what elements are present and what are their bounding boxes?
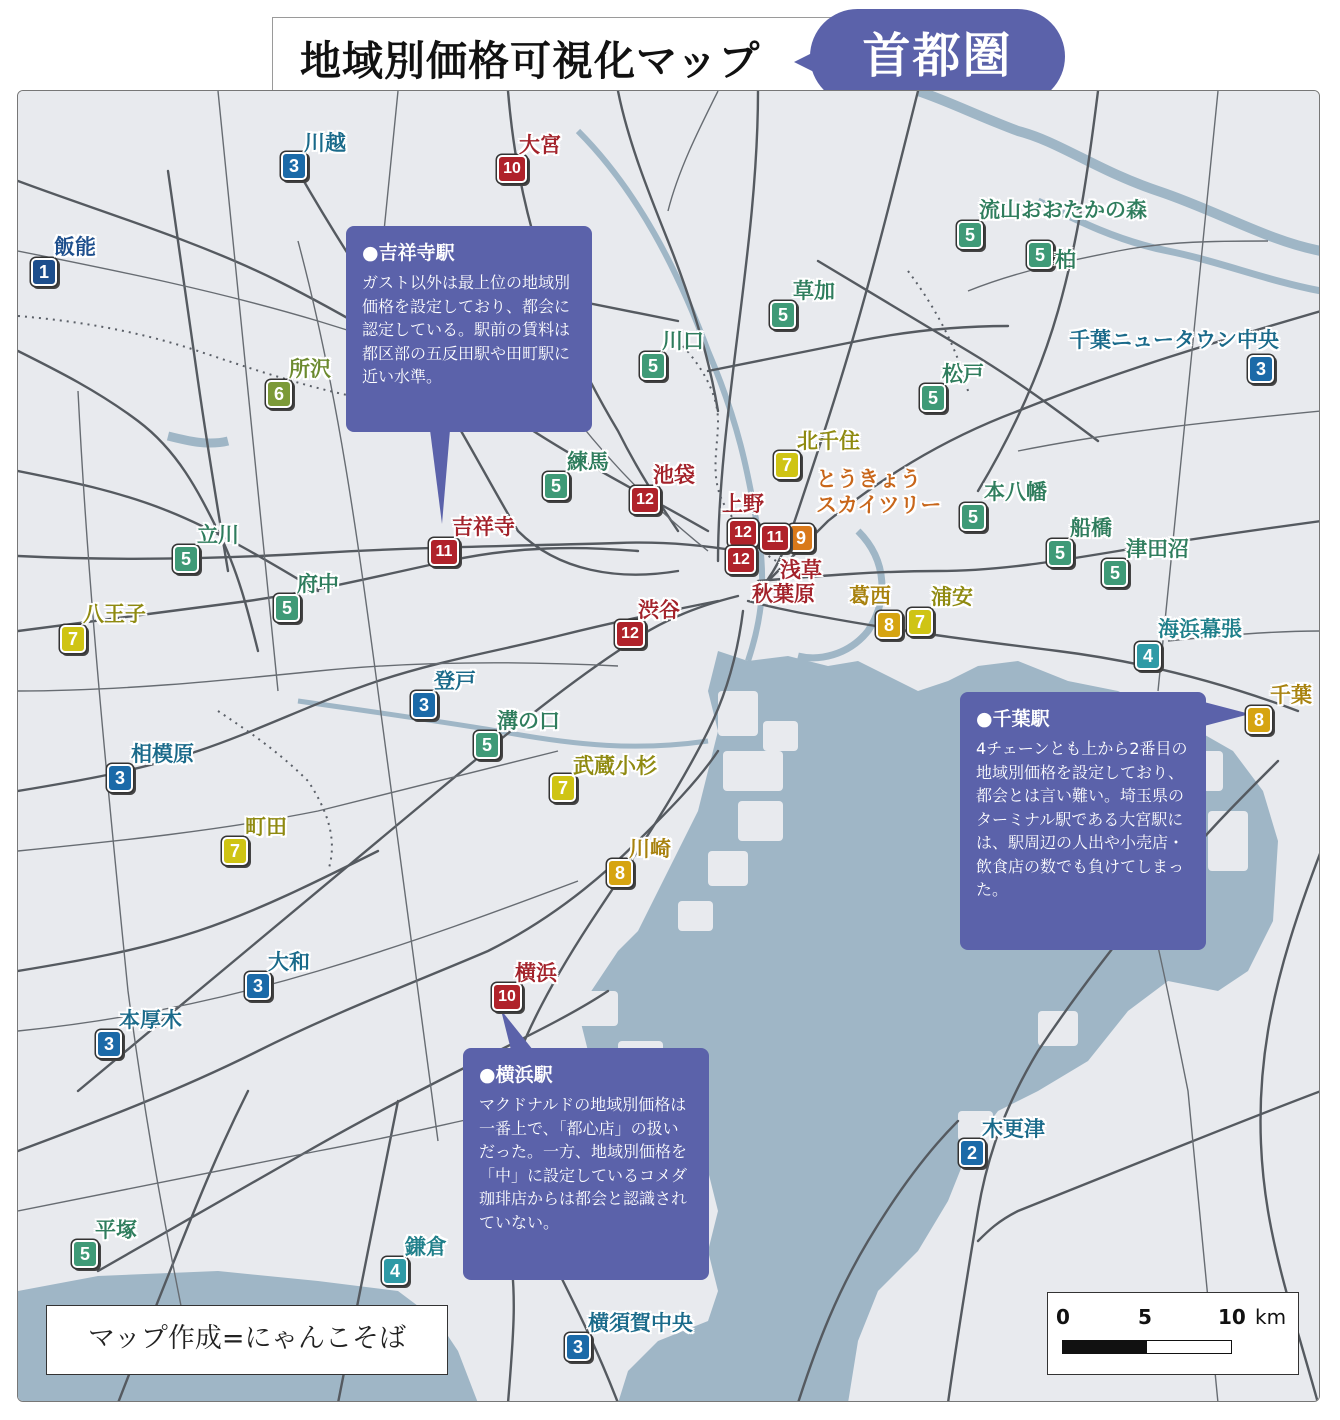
station-label-tsudanuma: 津田沼 <box>1126 537 1189 561</box>
callout-chiba <box>960 692 1206 950</box>
station-marker-tsudanuma[interactable]: 5 <box>1102 559 1128 587</box>
station-marker-ueno[interactable]: 12 <box>728 519 758 547</box>
station-label-kitasenju: 北千住 <box>797 429 860 453</box>
station-label-ueno: 上野 <box>722 492 764 516</box>
station-label-honatsugi: 本厚木 <box>119 1008 182 1032</box>
station-label-kaihin: 海浜幕張 <box>1158 617 1242 641</box>
scale-bar <box>1047 1292 1299 1375</box>
station-label-noborito: 登戸 <box>434 669 476 693</box>
station-label-sagamihara: 相模原 <box>131 742 194 766</box>
region-badge: 首都圏 <box>810 9 1065 104</box>
scale-label-10: 10 <box>1218 1305 1246 1329</box>
station-marker-hanno[interactable]: 1 <box>31 258 57 286</box>
station-marker-akihabara[interactable]: 12 <box>726 546 756 574</box>
station-label-kashiwa: 柏 <box>1055 248 1076 272</box>
station-marker-chiba[interactable]: 8 <box>1246 706 1272 734</box>
station-label-tachikawa: 立川 <box>197 523 239 547</box>
station-label-yamato: 大和 <box>268 950 310 974</box>
station-marker-fuchu[interactable]: 5 <box>274 594 300 622</box>
station-label-shibuya: 渋谷 <box>638 598 680 622</box>
station-label-chiba: 千葉 <box>1270 683 1312 707</box>
station-marker-yamato[interactable]: 3 <box>245 972 271 1000</box>
station-marker-mizonokuchi[interactable]: 5 <box>474 731 500 759</box>
station-label-musashikosugi: 武蔵小杉 <box>573 754 657 778</box>
callout-chiba-title: ●千葉駅 <box>976 708 1050 730</box>
station-label-omiya: 大宮 <box>519 133 561 157</box>
station-label-kawasaki: 川崎 <box>629 837 671 861</box>
station-marker-urayasu[interactable]: 7 <box>907 608 933 636</box>
callout-yokohama-body: マクドナルドの地域別価格は一番上で、「都心店」の扱いだった。一方、地域別価格を「中」に設定しているコメダ珈琲店からは都会と認識されていない。 <box>479 1095 688 1232</box>
station-label-skytree: とうきょう スカイツリー <box>816 467 942 517</box>
callout-chiba-body: 4チェーンとも上から2番目の地域別価格を設定しており、都会とは言い難い。埼玉県のターミナル駅である大宮駅には、駅周辺の人出や小売店・飲食店の数でも負けてしまった。 <box>976 739 1188 899</box>
station-marker-musashikosugi[interactable]: 7 <box>550 774 576 802</box>
station-label-matsudo: 松戸 <box>942 362 984 386</box>
station-marker-sagamihara[interactable]: 3 <box>107 764 133 792</box>
scale-label-0: 0 <box>1056 1305 1070 1329</box>
station-label-funabashi: 船橋 <box>1070 516 1112 540</box>
station-label-kamakura: 鎌倉 <box>405 1235 447 1259</box>
callout-kichijoji-body: ガスト以外は最上位の地域別価格を設定しており、都会に認定している。駅前の賃料は都区部の五反田駅や田町駅に近い水準。 <box>362 273 571 386</box>
station-label-hiratsuka: 平塚 <box>95 1218 137 1242</box>
station-marker-kisarazu[interactable]: 2 <box>959 1139 985 1167</box>
callout-yokohama <box>463 1048 709 1280</box>
station-marker-matsudo[interactable]: 5 <box>920 384 946 412</box>
map-title: 地域別価格可視化マップ <box>300 37 761 85</box>
callout-kichijoji <box>346 226 592 432</box>
station-marker-omiya[interactable]: 10 <box>497 155 527 183</box>
station-marker-nagareyama[interactable]: 5 <box>957 221 983 249</box>
station-label-kawagoe: 川越 <box>304 131 346 155</box>
station-marker-kawaguchi[interactable]: 5 <box>640 352 666 380</box>
station-marker-yokosuka[interactable]: 3 <box>565 1333 591 1361</box>
station-marker-hiratsuka[interactable]: 5 <box>72 1240 98 1268</box>
station-label-mizonokuchi: 溝の口 <box>497 709 560 733</box>
station-marker-tachikawa[interactable]: 5 <box>173 545 199 573</box>
callout-kichijoji-pointer <box>428 430 452 526</box>
station-marker-soka[interactable]: 5 <box>770 301 796 329</box>
station-label-akihabara: 秋葉原 <box>752 582 815 606</box>
station-label-kasai: 葛西 <box>849 584 891 608</box>
station-label-asakusa: 浅草 <box>780 558 822 582</box>
station-label-kisarazu: 木更津 <box>982 1117 1045 1141</box>
station-marker-hachioji[interactable]: 7 <box>60 625 86 653</box>
callout-yokohama-pointer <box>495 1010 535 1052</box>
station-marker-kamakura[interactable]: 4 <box>382 1257 408 1285</box>
station-marker-tokorozawa[interactable]: 6 <box>266 380 292 408</box>
station-marker-skytree[interactable]: 9 <box>788 524 814 552</box>
station-marker-motoyawata[interactable]: 5 <box>960 503 986 531</box>
station-marker-kasai[interactable]: 8 <box>876 611 902 639</box>
station-marker-asakusa[interactable]: 11 <box>760 524 790 552</box>
station-marker-kaihin[interactable]: 4 <box>1135 642 1161 670</box>
station-label-kichijoji: 吉祥寺 <box>452 515 515 539</box>
station-label-chiba-nt: 千葉ニュータウン中央 <box>1069 328 1279 352</box>
station-marker-shibuya[interactable]: 12 <box>615 620 645 648</box>
station-marker-yokohama[interactable]: 10 <box>492 983 522 1011</box>
scale-unit: km <box>1255 1305 1287 1329</box>
station-label-hanno: 飯能 <box>54 235 96 259</box>
callout-kichijoji-title: ●吉祥寺駅 <box>362 242 455 264</box>
station-marker-nerima[interactable]: 5 <box>543 472 569 500</box>
station-label-nerima: 練馬 <box>567 450 609 474</box>
scale-bar-outline <box>1062 1340 1232 1354</box>
station-marker-kawagoe[interactable]: 3 <box>281 152 307 180</box>
station-marker-kawasaki[interactable]: 8 <box>607 859 633 887</box>
station-marker-noborito[interactable]: 3 <box>411 691 437 719</box>
station-marker-kitasenju[interactable]: 7 <box>774 451 800 479</box>
station-label-kawaguchi: 川口 <box>662 329 704 353</box>
station-label-hachioji: 八王子 <box>83 602 146 626</box>
station-marker-kichijoji[interactable]: 11 <box>429 538 459 566</box>
scale-label-5: 5 <box>1138 1305 1152 1329</box>
station-marker-honatsugi[interactable]: 3 <box>96 1030 122 1058</box>
station-label-nagareyama: 流山おおたかの森 <box>979 198 1147 222</box>
station-marker-chiba-nt[interactable]: 3 <box>1248 355 1274 383</box>
station-label-machida: 町田 <box>245 815 287 839</box>
station-label-yokohama: 横浜 <box>515 961 557 985</box>
station-marker-kashiwa[interactable]: 5 <box>1027 241 1053 269</box>
scale-bar-fill <box>1063 1341 1147 1353</box>
station-marker-machida[interactable]: 7 <box>222 837 248 865</box>
station-label-tokorozawa: 所沢 <box>289 357 331 381</box>
callout-yokohama-title: ●横浜駅 <box>479 1064 553 1086</box>
station-label-yokosuka: 横須賀中央 <box>588 1311 693 1335</box>
station-label-soka: 草加 <box>793 279 835 303</box>
station-marker-funabashi[interactable]: 5 <box>1047 539 1073 567</box>
station-label-urayasu: 浦安 <box>931 585 973 609</box>
credit-box: マップ作成=にゃんこそば <box>46 1305 448 1375</box>
station-marker-ikebukuro[interactable]: 12 <box>630 486 660 514</box>
station-label-fuchu: 府中 <box>297 572 339 596</box>
station-label-motoyawata: 本八幡 <box>984 480 1047 504</box>
station-label-ikebukuro: 池袋 <box>653 463 695 487</box>
